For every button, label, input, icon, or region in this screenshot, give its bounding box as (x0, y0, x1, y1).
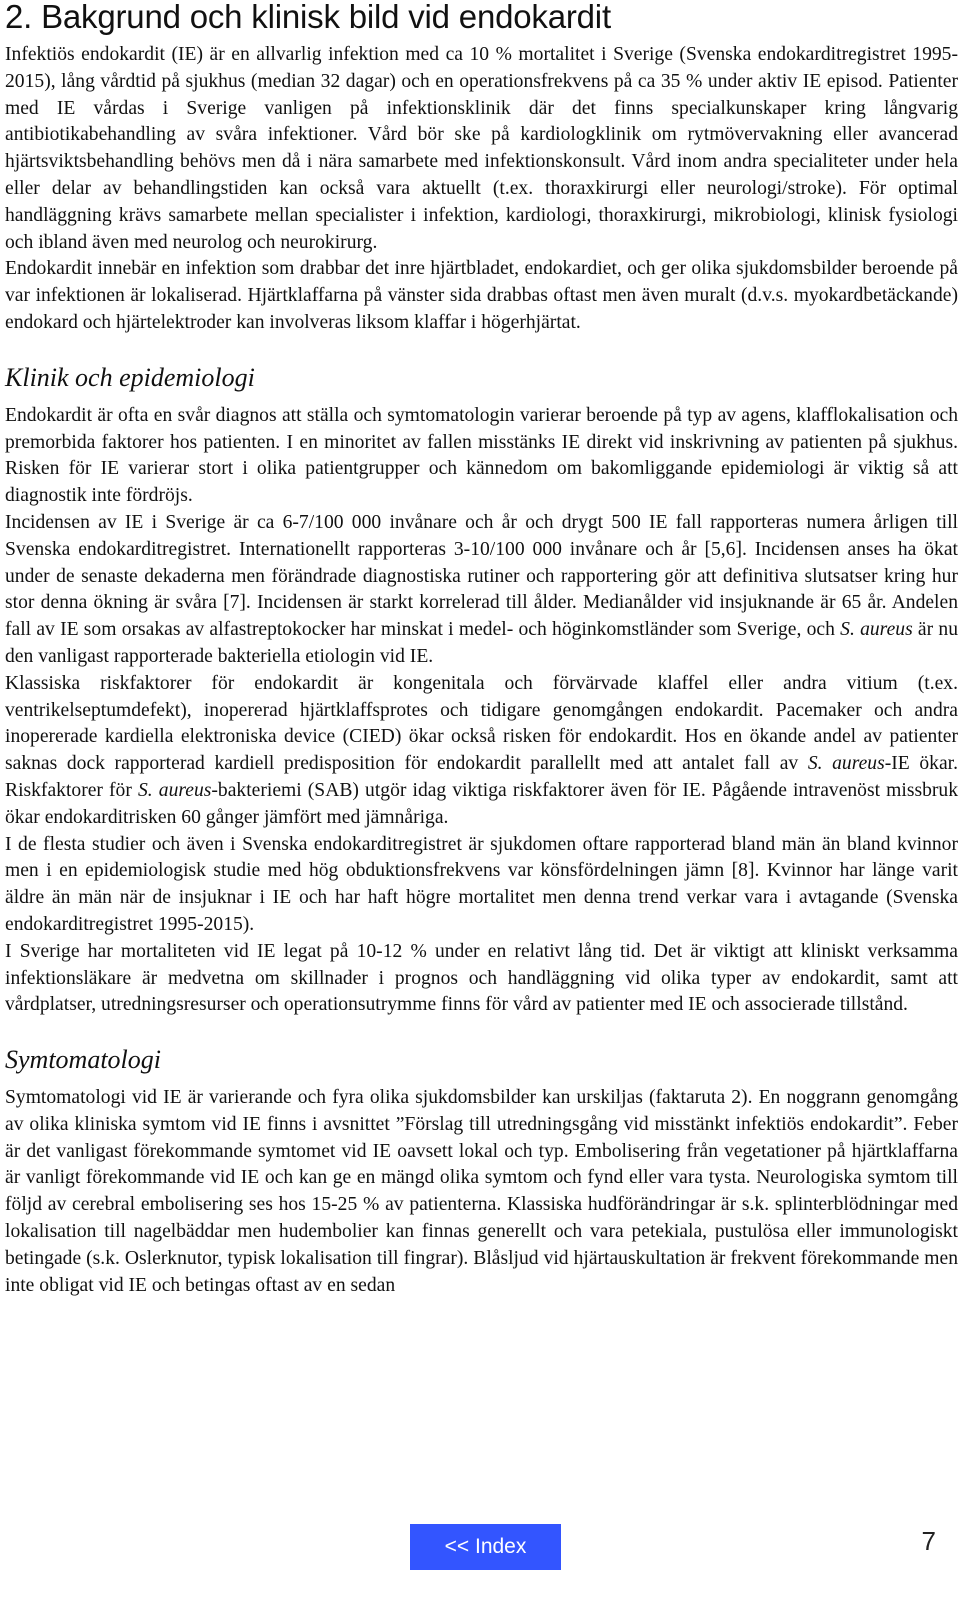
text-run: Incidensen av IE i Sverige är ca 6-7/100 000 invånare och år och drygt 500 IE fall rapporteras numera årligen till Svenska endokarditregistret. Internationellt rapporteras 3-10/100 000 invånare och år [5,6]. Incidensen anses ha ökat under de senaste dekaderna men förändrade diagnostiska rutiner och rapportering gör att definitiva slutsatser kring hur stor denna ökning är svåra [7]. Incidensen är starkt korrelerad till ålder. Medianålder vid insjuknande är 65 år. Andelen fall av IE som orsakas av alfastreptokocker har minskat i medel- och höginkomstländer som Sverige, och (5, 511, 958, 641)
text-run: -IE ökar. Riskfaktorer för (5, 753, 958, 801)
klinik-paragraph-4: I de flesta studier och även i Svenska endokarditregistret är sjukdomen oftare rapporterad bland män än bland kvinnor men i en epidemiologisk studie med hög obduktionsfrekvens var könsfördelningen jämn [8]. Kvinnor har länge varit äldre än män när de insjuknar i IE och har haft högre mortalitet men denna trend verkar vara i avtagande (Svenska endokarditregistret 1995-2015). (5, 833, 958, 935)
page-number: 7 (921, 1526, 936, 1556)
section-heading-klinik: Klinik och epidemiologi (5, 362, 255, 392)
document-page (5, 0, 958, 1299)
intro-paragraph-1: Infektiös endokardit (IE) är en allvarlig infektion med ca 10 % mortalitet i Sverige (Svenska endokarditregistret 1995-2015), lång vårdtid på sjukhus (median 32 dagar) och en operationsfrekvens på ca 35 % under aktiv IE episod. Patienter med IE vårdas i Sverige vanligen på infektionsklinik där det finns specialkunskaper kring långvarig antibiotikabehandling av svåra infektioner. Vård bör ske på kardiologklinik om rytmövervakning eller avancerad hjärtsviktsbehandling behövs men då i nära samarbete med infektionskonsult. Vård inom andra specialiteter under hela eller delar av behandlingstiden kan också vara aktuellt (t.ex. thoraxkirurgi eller neurologi/stroke). För optimal handläggning krävs samarbete mellan specialister i infektion, kardiologi, thoraxkirurgi, mikrobiologi, klinisk fysiologi och ibland även med neurolog och neurokirurg. (5, 44, 958, 253)
klinik-paragraph-5: I Sverige har mortaliteten vid IE legat på 10-12 % under en relativt lång tid. Det är viktigt att kliniskt verksamma infektionsläkare är medvetna om skillnader i prognos och handläggning vid olika typer av endokardit, samt att vårdplatser, utredningsresurser och operationsutrymme finns för vård av patienter med IE och associerade tillstånd. (5, 940, 958, 1016)
page-title: 2. Bakgrund och klinisk bild vid endokardit (5, 0, 611, 35)
symtom-paragraph-1: Symtomatologi vid IE är varierande och fyra olika sjukdomsbilder kan urskiljas (faktaruta 2). En noggrann genomgång av olika kliniska symtom vid IE finns i avsnittet ”Förslag till utredningsgång vid misstänkt infektiös endokardit”. Feber är det vanligast förekommande symtomet vid IE oavsett lokal och typ. Embolisering från vegetationer på hjärtklaffarna är vanligt förekommande vid IE och kan ge en mängd olika symtom och fynd eller vara tysta. Neurologiska symtom till följd av cerebral embolisering ses hos 15-25 % av patienterna. Klassiska hudförändringar är s.k. splinterblödningar med lokalisation till nagelbäddar men hudembolier kan finnas generellt och vara petekiala, pustulösa eller immunologiskt betingade (s.k. Oslerknutor, typisk lokalisation till fingrar). Blåsljud vid hjärtauskultation är frekvent förekommande men inte obligat vid IE och betingas oftast av en sedan (5, 1087, 958, 1296)
klinik-paragraph-3 (5, 671, 958, 832)
index-link-button[interactable]: << Index (410, 1524, 561, 1570)
intro-paragraph-2: Endokardit innebär en infektion som drabbar det inre hjärtbladet, endokardiet, och ger olika sjukdomsbilder beroende på var infektionen är lokaliserad. Hjärtklaffarna på vänster sida drabbas oftast men även muralt (d.v.s. myokardbetäckande) endokard och hjärtelektroder kan involveras liksom klaffar i högerhjärtat. (5, 258, 958, 333)
klinik-paragraph-1: Endokardit är ofta en svår diagnos att ställa och symtomatologin varierar beroende på typ av agens, klafflokalisation och premorbida faktorer hos patienten. I en minoritet av fallen misstänks IE direkt vid inskrivning av patienten på sjukhus. Risken för IE varierar stort i olika patientgrupper och kännedom om bakomliggande epidemiologi är viktig så att diagnostik inte fördröjs. (5, 404, 958, 507)
text-run: -bakteriemi (SAB) utgör idag viktiga riskfaktorer även för IE. Pågående intravenöst missbruk ökar endokarditrisken 60 gånger jämfört med jämnåriga. (5, 779, 958, 828)
section-heading-symtom: Symtomatologi (5, 1045, 161, 1075)
species-name: S. aureus (807, 753, 885, 775)
species-name: S. aureus (137, 779, 212, 801)
text-run: Klassiska riskfaktorer för endokardit är kongenitala och förvärvade klaffel eller andra vitium (t.ex. ventrikelseptumdefekt), inopererad hjärtklaffsprotes och tidigare genomgången endokardit. Pacemaker och andra inopererade kardiella elektroniska device (CIED) ökar också risken för endokardit. Hos en ökande andel av patienter saknas dock rapporterad kardiell predisposition för endokardit parallellt med att antalet fall av (5, 672, 958, 775)
klinik-paragraph-2 (5, 510, 958, 671)
page-footer (0, 1524, 960, 1574)
text-run: är nu den vanligast rapporterade bakteriella etiologin vid IE. (5, 619, 958, 667)
species-name: S. aureus (840, 619, 913, 641)
